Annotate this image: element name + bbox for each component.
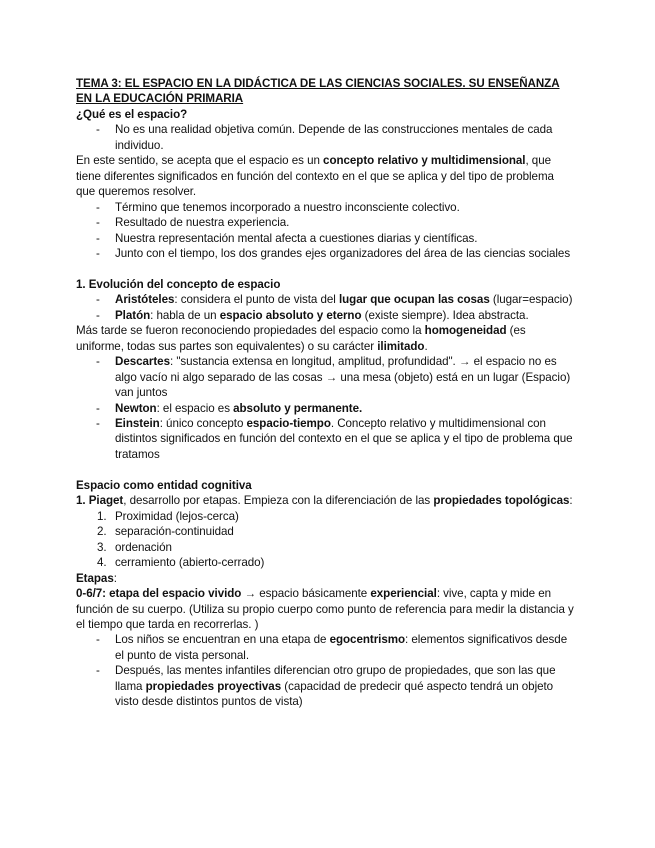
list-item: 3. ordenación [97,540,172,554]
paragraph-piaget: 1. Piaget, desarrollo por etapas. Empieza con la diferenciación de las propiedades topológicas: [76,494,573,508]
list-item-platon: - Platón: habla de un espacio absoluto y eterno (existe siempre). Idea abstracta. [115,308,576,323]
spacer [76,261,576,277]
list-item-proyectivas: - Después, las mentes infantiles diferencian otro grupo de propiedades, que son las que llama propiedades proyectivas (capacidad de predecir qué aspecto tendrá un objeto visto desde distintos puntos de vista) [115,663,576,709]
paragraph-homogeneity: Más tarde se fueron reconociendo propiedades del espacio como la homogeneidad (es uniforme, todas sus partes son equivalentes) o su carácter ilimitado. [76,324,526,353]
list-item: - Nuestra representación mental afecta a cuestiones diarias y científicas. [115,231,576,246]
philosophers-list-2 [76,354,576,462]
philosophers-list-1 [76,292,576,323]
list-item: 1. Proximidad (lejos-cerca) [97,509,239,523]
list-item-einstein: - Einstein: único concepto espacio-tiempo. Concepto relativo y multidimensional con distintos significados en función del contexto en el que se aplica y el tipo de problema que tratamos [115,416,576,462]
list-item-aristoteles: - Aristóteles: considera el punto de vista del lugar que ocupan las cosas (lugar=espacio) [115,292,576,307]
paragraph-etapa-vivido: 0-6/7: etapa del espacio vivido → espacio básicamente experiencial: vive, capta y mide en función de su cuerpo. (Utiliza su propio cuerpo como punto de referencia para medir la distancia y el tiempo que tarda en recorrerlas. ) [76,587,574,631]
paragraph-concept: En este sentido, se acepta que el espacio es un concepto relativo y multidimensional, que tiene diferentes significados en función del contexto en el que se aplica y del tipo de problema que queremos resolver. [76,154,554,199]
list-item: 2. separación-continuidad [97,525,234,539]
list-item: - No es una realidad objetiva común. Depende de las construcciones mentales de cada individuo. [115,122,576,153]
document-title: TEMA 3: EL ESPACIO EN LA DIDÁCTICA DE LAS CIENCIAS SOCIALES. SU ENSEÑANZA EN LA EDUCACIÓN PRIMARIA [76,77,560,106]
topological-list [76,509,576,571]
properties-list [76,200,576,262]
section-heading-evolution: 1. Evolución del concepto de espacio [76,277,281,291]
etapa-list [76,632,576,709]
etapas-label: Etapas: [76,571,117,585]
list-item-newton: - Newton: el espacio es absoluto y permanente. [115,401,576,416]
list-item-descartes: - Descartes: "sustancia extensa en longitud, amplitud, profundidad". → el espacio no es algo vacío ni algo separado de las cosas → una mesa (objeto) está en un lugar (Espacio) van juntos [115,354,576,400]
document-page [76,76,576,710]
question-heading: ¿Qué es el espacio? [76,107,188,121]
list-item: 4. cerramiento (abierto-cerrado) [97,556,265,570]
list-item: - Junto con el tiempo, los dos grandes ejes organizadores del área de las ciencias sociales [115,246,576,261]
spacer [76,462,576,478]
list-item: - Término que tenemos incorporado a nuestro inconsciente colectivo. [115,200,576,215]
list-item-egocentrismo: - Los niños se encuentran en una etapa de egocentrismo: elementos significativos desde el punto de vista personal. [115,632,576,663]
section-heading-cognitive: Espacio como entidad cognitiva [76,478,252,492]
intro-list [76,122,576,153]
list-item: - Resultado de nuestra experiencia. [115,215,576,230]
